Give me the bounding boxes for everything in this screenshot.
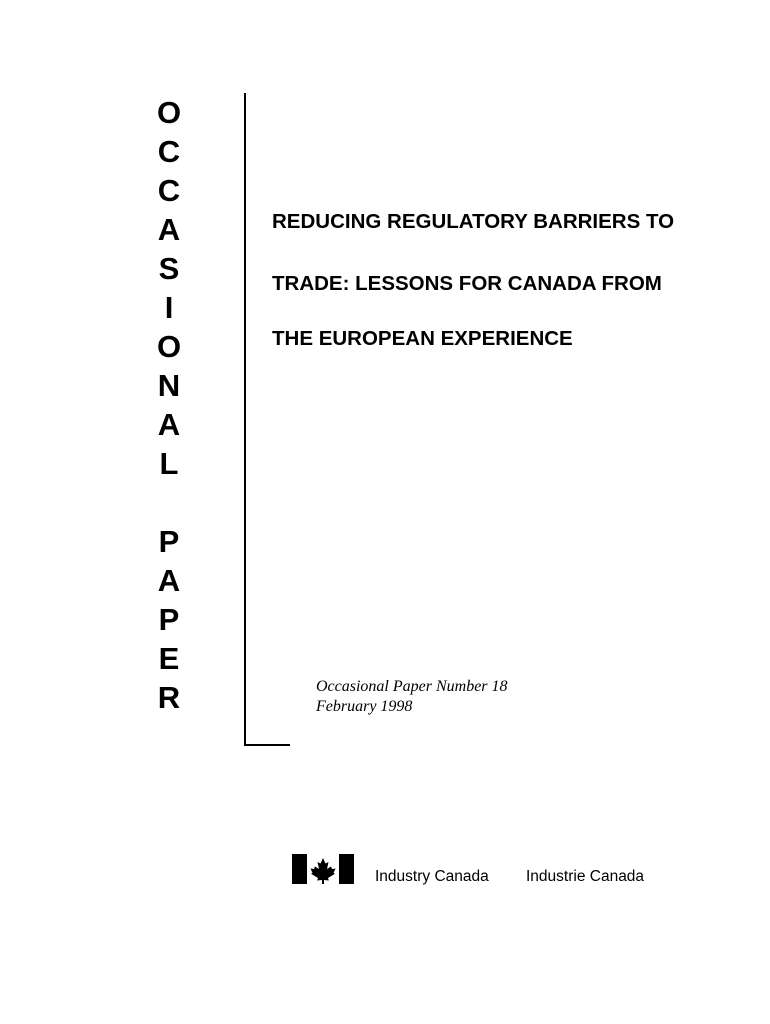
series-letter: C bbox=[157, 173, 181, 208]
series-letter: C bbox=[157, 134, 181, 169]
horizontal-divider bbox=[244, 744, 290, 746]
department-name-english: Industry Canada bbox=[375, 868, 489, 885]
series-letter: A bbox=[157, 563, 181, 598]
department-name-french: Industrie Canada bbox=[526, 868, 645, 885]
title-line: TRADE: LESSONS FOR CANADA FROM bbox=[272, 272, 662, 295]
series-letter-gap bbox=[152, 483, 186, 522]
series-letter: L bbox=[159, 446, 179, 481]
series-letter: P bbox=[158, 524, 180, 559]
paper-number: Occasional Paper Number 18 bbox=[316, 678, 508, 695]
series-letter: E bbox=[158, 641, 180, 676]
paper-meta bbox=[316, 677, 508, 717]
series-letter: P bbox=[158, 602, 180, 637]
paper-date: February 1998 bbox=[316, 698, 413, 715]
series-letter: O bbox=[156, 329, 182, 364]
title-line: REDUCING REGULATORY BARRIERS TO bbox=[272, 210, 675, 233]
series-letter: A bbox=[157, 212, 181, 247]
vertical-divider bbox=[244, 93, 246, 746]
series-letter: I bbox=[164, 290, 174, 325]
series-letter: N bbox=[157, 368, 181, 403]
series-letter: R bbox=[157, 680, 181, 715]
series-letter: A bbox=[157, 407, 181, 442]
series-letter: O bbox=[156, 95, 182, 130]
series-title-vertical bbox=[152, 93, 186, 717]
canada-flag-icon bbox=[292, 854, 354, 884]
title-line: THE EUROPEAN EXPERIENCE bbox=[272, 327, 573, 350]
series-letter: S bbox=[158, 251, 180, 286]
